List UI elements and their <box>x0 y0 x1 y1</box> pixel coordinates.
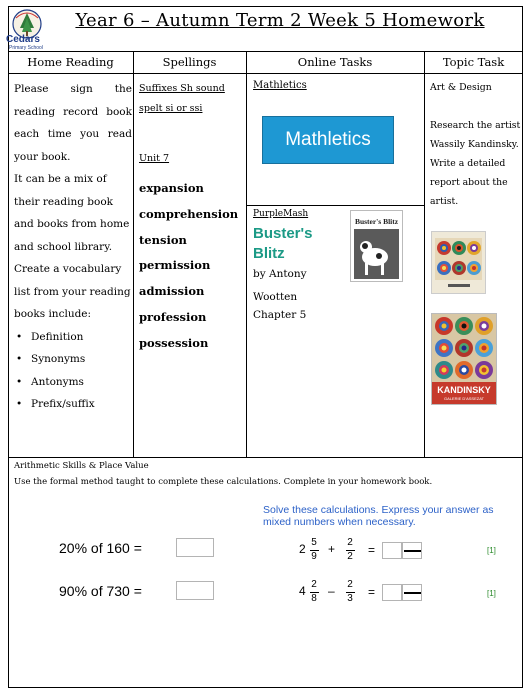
equals-sign: = <box>368 585 376 599</box>
divider <box>8 73 523 74</box>
column-heading-topic-task: Topic Task <box>442 55 505 69</box>
kandinsky-poster-image <box>431 313 497 405</box>
book-author: by Antony Wootten <box>253 268 307 303</box>
marks-label: [1] <box>487 546 496 555</box>
numerator: 2 <box>347 579 353 590</box>
spelling-word: tension <box>139 232 187 247</box>
denominator: 3 <box>347 593 353 604</box>
numerator: 2 <box>311 579 317 590</box>
spelling-unit: Unit 7 <box>139 153 170 164</box>
reading-paragraph: It can be a mix of their reading book and books from home and school library. <box>14 173 130 253</box>
topic-heading: Art & Design <box>430 82 492 93</box>
spelling-word: admission <box>139 284 205 299</box>
spelling-word: possession <box>139 335 209 350</box>
book-cover-title: Buster's Blitz <box>354 217 399 226</box>
column-heading-spellings: Spellings <box>162 55 217 69</box>
answer-box[interactable] <box>382 542 402 559</box>
reading-paragraph: Create a vocabulary list from your reading books include: <box>14 263 131 320</box>
equals-sign: = <box>368 543 376 557</box>
purplemash-link[interactable]: PurpleMash <box>253 209 309 219</box>
divider <box>246 52 247 458</box>
whole-number: 4 <box>299 584 306 598</box>
poster-title: KANDINSKY <box>437 385 491 395</box>
numerator: 2 <box>347 537 353 548</box>
spelling-rule: Suffixes Sh sound spelt si or ssi <box>139 83 225 114</box>
book-cover-image <box>350 210 403 282</box>
fraction-bar <box>404 550 421 552</box>
vocabulary-list <box>14 326 132 416</box>
marks-label: [1] <box>487 589 496 598</box>
topic-task-text <box>430 78 522 211</box>
denominator: 8 <box>311 593 317 604</box>
divider <box>424 52 425 458</box>
mathletics-logo-text: Mathletics <box>285 129 371 150</box>
list-item: • Synonyms <box>14 348 132 371</box>
answer-box[interactable] <box>176 581 214 600</box>
operator: + <box>328 542 336 556</box>
kandinsky-painting-image <box>431 231 486 294</box>
reading-paragraph: Please sign the reading record book each time you read your book. <box>14 83 132 163</box>
list-item: • Definition <box>14 326 132 349</box>
spelling-word: expansion <box>139 181 204 195</box>
numerator: 5 <box>311 537 317 548</box>
column-heading-home-reading: Home Reading <box>27 55 114 69</box>
spelling-word: permission <box>139 258 211 273</box>
page-title: Year 6 – Autumn Term 2 Week 5 Homework <box>75 10 485 31</box>
divider <box>133 52 134 458</box>
fraction-bar <box>404 592 421 594</box>
percent-question: 20% of 160 = <box>59 540 142 556</box>
book-title: Buster's Blitz <box>253 225 313 262</box>
divider <box>246 205 424 206</box>
whole-number: 2 <box>299 542 306 556</box>
arithmetic-box <box>8 458 523 688</box>
mathletics-link[interactable]: Mathletics <box>253 80 307 91</box>
list-item: • Antonyms <box>14 371 132 394</box>
denominator: 9 <box>311 551 317 562</box>
arithmetic-heading: Arithmetic Skills & Place Value <box>14 461 149 471</box>
spelling-word: comprehension <box>139 206 239 221</box>
poster-subtitle: GALERIE D'ASSEZAT <box>443 396 485 401</box>
arithmetic-instruction: Use the formal method taught to complete these calculations. Complete in your homework book. <box>14 477 433 487</box>
answer-box[interactable] <box>176 538 214 557</box>
operator: – <box>328 584 335 598</box>
home-reading-text <box>14 78 132 416</box>
column-heading-online-tasks: Online Tasks <box>297 55 373 69</box>
topic-instructions: Research the artist Wassily Kandinsky. Write a detailed report about the artist. <box>430 120 521 207</box>
mathletics-logo[interactable] <box>262 116 394 164</box>
denominator: 2 <box>347 551 353 562</box>
spelling-word-list <box>139 176 238 357</box>
answer-box[interactable] <box>382 584 402 601</box>
book-chapter: Chapter 5 <box>253 309 307 321</box>
logo-text: Cedars <box>6 34 40 45</box>
fraction-instruction: Solve these calculations. Express your answer as mixed numbers when necessary. <box>263 504 494 528</box>
logo-subtext: Primary School <box>9 45 43 51</box>
percent-question: 90% of 730 = <box>59 583 142 599</box>
spelling-word: profession <box>139 309 207 324</box>
list-item: • Prefix/suffix <box>14 393 132 416</box>
